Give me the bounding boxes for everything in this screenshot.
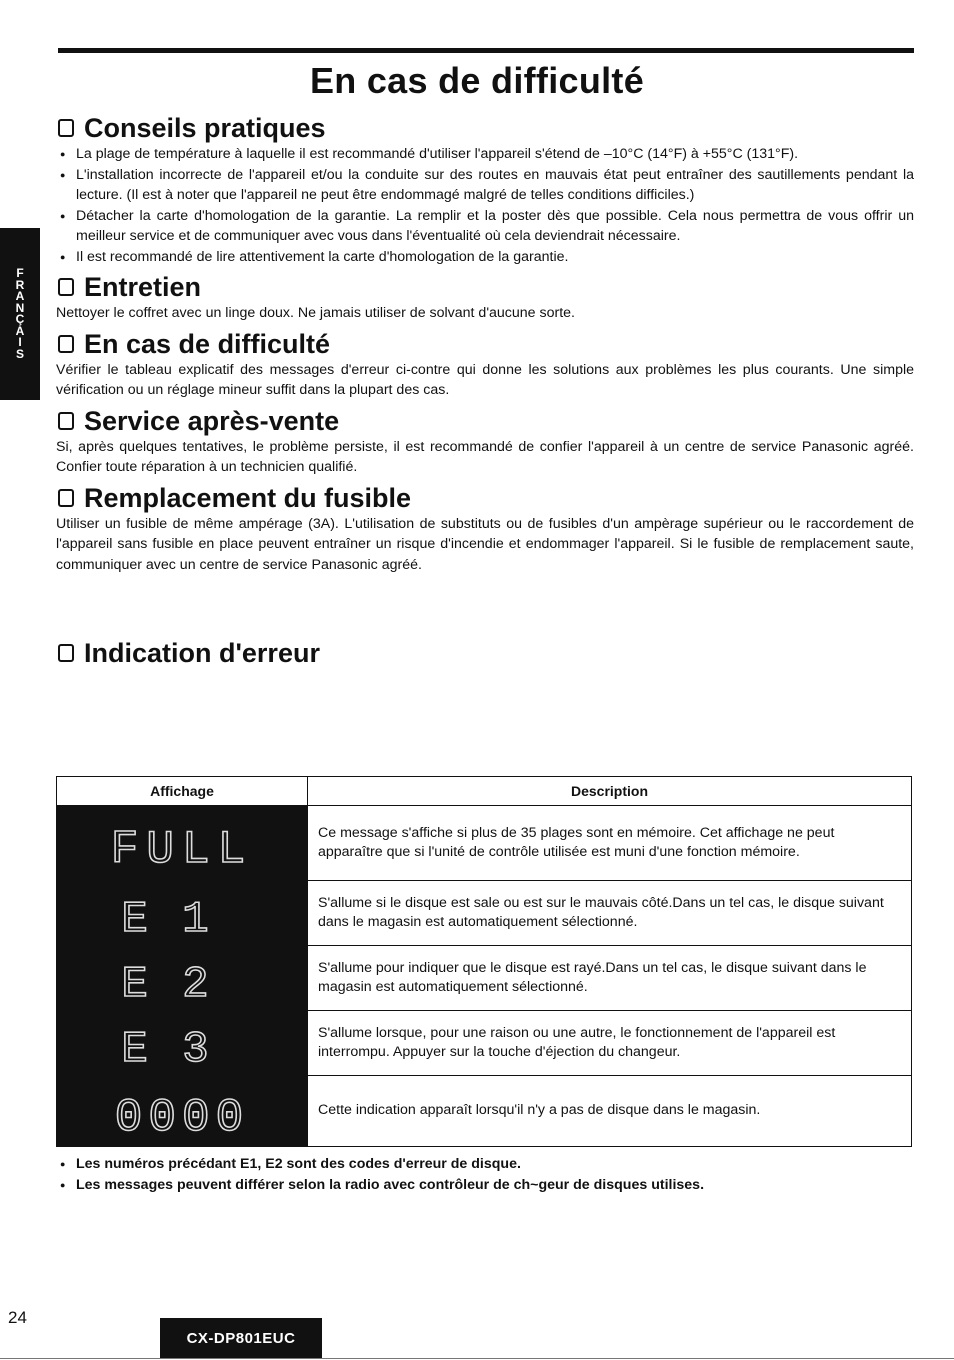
note-item: ● Les messages peuvent différer selon la radio avec contrôleur de ch~geur de disques utilises.: [56, 1175, 914, 1196]
lcd-text: FULL: [110, 824, 254, 876]
lcd-text: E 2: [121, 960, 213, 1010]
lcd-display: [57, 881, 308, 946]
checkbox-square-icon: [58, 278, 74, 296]
table-row: [57, 1076, 912, 1147]
lcd-e3-segments: [57, 1011, 307, 1075]
list-item: ● Détacher la carte d'homologation de la garantie. La remplir et la poster dès que possible. Cela nous permettra de vous offrir un meilleur service et de communiquer avec vous dans l'éventualité où cela deviendrait nécessaire.: [56, 206, 914, 247]
section-heading-fusible: [56, 482, 914, 514]
section-heading-service: [56, 405, 914, 437]
lcd-text: 0000: [114, 1092, 250, 1144]
error-description: Ce message s'affiche si plus de 35 plages sont en mémoire. Cet affichage ne peut apparaître que si l'unité de contrôle utilisée est muni d'une fonction mémoire.: [308, 806, 912, 881]
column-header-description: Description: [308, 777, 912, 806]
error-description: S'allume si le disque est sale ou est sur le mauvais côté.Dans un tel cas, le disque suivant dans le magasin est automatiquement sélectionné.: [308, 881, 912, 946]
language-tab: [0, 228, 40, 400]
table-row: [57, 946, 912, 1011]
checkbox-square-icon: [58, 412, 74, 430]
lcd-display: [57, 1076, 308, 1147]
conseils-list: [56, 144, 914, 267]
language-tab-letter: N: [15, 300, 25, 315]
model-number: CX-DP801EUC: [160, 1318, 322, 1358]
list-item: ● La plage de température à laquelle il est recommandé d'utiliser l'appareil s'étend de –10°C (14°F) à +55°C (131°F).: [56, 144, 914, 165]
table-row: [57, 881, 912, 946]
page-number: 24: [8, 1308, 27, 1327]
error-table: [56, 776, 912, 1147]
language-tab-letter: A: [15, 289, 25, 303]
error-description: S'allume lorsque, pour une raison ou une autre, le fonctionnement de l'appareil est interrompu. Appuyer sur la touche d'éjection du changeur.: [308, 1011, 912, 1076]
service-text: Si, après quelques tentatives, le problème persiste, il est recommandé de confier l'appareil à un centre de service Panasonic agréé. Confier toute réparation à un technicien qualifié.: [56, 438, 914, 475]
lcd-e1-segments: [57, 881, 307, 945]
lcd-text: E 1: [121, 895, 213, 945]
list-item: ● Il est recommandé de lire attentivement la carte d'homologation de la garantie.: [56, 247, 914, 268]
language-tab-letter: S: [15, 346, 24, 361]
language-tab-letter: F: [16, 266, 24, 280]
notes-list: [56, 1154, 914, 1195]
lcd-0000-segments: [57, 1076, 307, 1146]
section-heading-entretien: [56, 271, 914, 303]
language-tab-letter: R: [15, 277, 25, 292]
section-heading-text: En cas de difficulté: [84, 328, 331, 359]
section-heading-erreur: [56, 637, 914, 669]
checkbox-square-icon: [58, 119, 74, 137]
section-heading-text: Service après-vente: [84, 405, 340, 436]
notes: [56, 1154, 914, 1195]
bottom-rule: [0, 1358, 954, 1359]
table-row: [57, 1011, 912, 1076]
language-tab-letter: I: [18, 335, 22, 349]
lcd-full-segments: [57, 806, 307, 880]
column-header-display: Affichage: [57, 777, 308, 806]
table-header-row: [57, 777, 912, 806]
section-heading-conseils: [56, 112, 914, 144]
checkbox-square-icon: [58, 644, 74, 662]
checkbox-square-icon: [58, 489, 74, 507]
error-description: Cette indication apparaît lorsqu'il n'y a pas de disque dans le magasin.: [308, 1076, 912, 1147]
language-tab-letter: A: [15, 323, 25, 338]
content: [56, 112, 914, 669]
lcd-display: [57, 1011, 308, 1076]
note-item: ● Les numéros précédant E1, E2 sont des codes d'erreur de disque.: [56, 1154, 914, 1175]
page-title: En cas de difficulté: [309, 60, 645, 101]
lcd-display: [57, 946, 308, 1011]
entretien-text: Nettoyer le coffret avec un linge doux. Ne jamais utiliser de solvant d'aucune sorte.: [56, 305, 575, 321]
difficulte-text: Vérifier le tableau explicatif des messages d'erreur ci-contre qui donne les solutions aux problèmes les plus courants. Une simple vérification ou un réglage mineur suffit dans la plupart des cas.: [56, 361, 914, 398]
table-row: [57, 806, 912, 881]
language-tab-letter: Ç: [15, 312, 25, 326]
list-item: ● L'installation incorrecte de l'appareil et/ou la conduite sur des routes en mauvais état peut entraîner des sautillements pendant la lecture. (Il est à noter que l'appareil ne peut être endommagé malgré de telles conditions difficiles.): [56, 165, 914, 206]
section-heading-text: Remplacement du fusible: [84, 482, 412, 513]
lcd-text: E 3: [121, 1025, 213, 1075]
section-heading-difficulte: [56, 328, 914, 360]
section-heading-text: Conseils pratiques: [84, 113, 326, 143]
section-heading-text: Entretien: [84, 272, 202, 302]
top-rule: [58, 48, 914, 53]
section-heading-text: Indication d'erreur: [84, 638, 320, 668]
lcd-display: [57, 806, 308, 881]
fusible-text: Utiliser un fusible de même ampérage (3A). L'utilisation de substituts ou de fusibles d'un ampèrage supérieur ou le raccordement de l'appareil sans fusible en place peuvent entraîner un risque d'incendie et endommager l'appareil. Si le fusible de remplacement saute, communiquer avec un centre de service Panasonic agréé.: [56, 515, 914, 573]
lcd-e2-segments: [57, 946, 307, 1010]
error-description: S'allume pour indiquer que le disque est rayé.Dans un tel cas, le disque suivant dans le magasin est automatiquement sélectionné.: [308, 946, 912, 1011]
checkbox-square-icon: [58, 335, 74, 353]
